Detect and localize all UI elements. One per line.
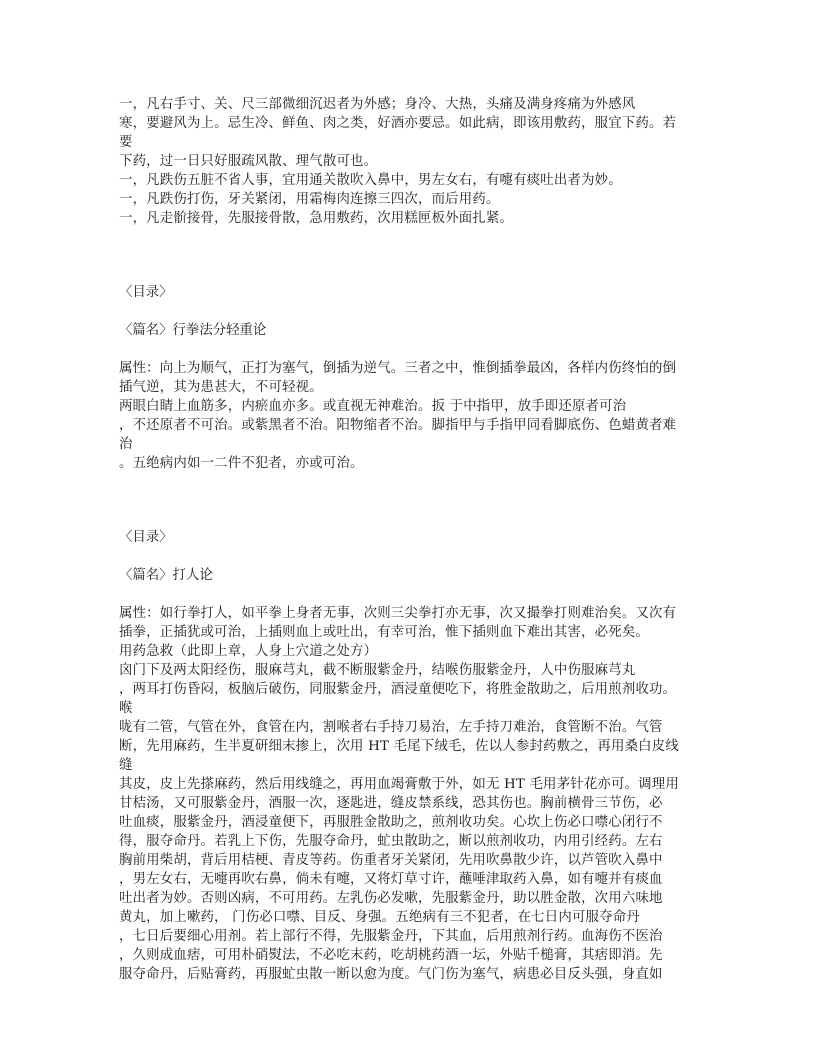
text-line: 缝 xyxy=(119,758,133,773)
text-line: 下药，过一日只好服疏风散、理气散可也。 xyxy=(119,154,378,169)
text-line: 用药急救（此即上章，人身上穴道之处方） xyxy=(119,644,378,659)
text-line: 囟门下及两太阳经伤，服麻芎丸，截不断服紫金丹，结喉伤服紫金丹，人中伤服麻芎丸 xyxy=(119,663,636,678)
text-line: 胸前用柴胡，背后用桔梗、青皮等药。伤重者牙关紧闭，先用吹鼻散少许，以芦管吹入鼻中 xyxy=(119,853,663,868)
section-external-injury-rules xyxy=(119,95,709,228)
text-line: 一，凡跌伤打伤，牙关紧闭，用霜梅肉连擦三四次，而后用药。 xyxy=(119,192,500,207)
text-line: ，男左女右，无嚏再吹右鼻，倘未有嚏，又将灯草寸许，蘸唾津取药入鼻，如有嚏并有痰血 xyxy=(119,872,663,887)
section-punch-methods xyxy=(119,283,709,473)
text-line: 治 xyxy=(119,437,133,452)
text-line: 吐血痰，服紫金丹，酒浸童便下，再服胜金散助之，煎剂收功矣。心坎上伤必口噤心闭行不 xyxy=(119,815,663,830)
text-line: 属性：如行拳打人，如平拳上身者无事，次则三尖拳打亦无事，次又撮拳打则难治矣。又次有 xyxy=(119,606,677,621)
text-line: 咙有二管，气管在外，食管在内，割喉者右手持刀易治，左手持刀难治，食管断不治。气管 xyxy=(119,720,663,735)
text-line: ，两耳打伤昏闷，板脑后破伤，同服紫金丹，酒浸童便吃下，将胜金散助之，后用煎剂收功。 xyxy=(119,682,677,697)
text-line: 两眼白睛上血筋多，内瘀血亦多。或直视无神难治。扳 于中指甲，放手即还原者可治 xyxy=(119,399,627,414)
text-line: 得，服夺命丹。若乳上下伤，先服夺命丹，虻虫散助之，断以煎剂收功，内用引经药。左右 xyxy=(119,834,663,849)
text-line: 一，凡走骱接骨，先服接骨散，急用敷药，次用糕匣板外面扎紧。 xyxy=(119,211,514,226)
text-line: ，不还原者不可治。或紫黑者不治。阳物缩者不治。脚指甲与手指甲同看脚底伤、色蜡黄者难 xyxy=(119,418,677,433)
text-line: 。五绝病内如一二件不犯者，亦或可治。 xyxy=(119,456,364,471)
document-page xyxy=(119,95,709,984)
text-line: 甘桔汤，又可服紫金丹，酒服一次，逐匙进，缝皮禁系线，恐其伤也。胸前横骨三节伤，必 xyxy=(119,796,663,811)
text-line: 喉 xyxy=(119,701,133,716)
text-line: 要 xyxy=(119,135,133,150)
text-line: 属性：向上为顺气，正打为塞气，倒插为逆气。三者之中，惟倒插拳最凶，各样内伤终怕的倒 xyxy=(119,361,677,376)
text-line: 一，凡跌伤五脏不省人事，宜用通关散吹入鼻中，男左女右，有嚏有痰吐出者为妙。 xyxy=(119,173,622,188)
text-line: 服夺命丹，后贴膏药，再服虻虫散一断以愈为度。气门伤为塞气，病患必目反头强，身直如 xyxy=(119,967,663,982)
text-line: 断，先用麻药，生半夏研细末掺上，次用 HT 毛尾下绒毛，佐以人参封药敷之，再用桑白皮线 xyxy=(119,739,679,754)
chapter-title: 〈篇名〉打人论 xyxy=(119,568,213,583)
text-line: 吐出者为妙。否则凶病，不可用药。左乳伤必发嗽，先服紫金丹，助以胜金散，次用六味地 xyxy=(119,891,663,906)
section-striking-theory xyxy=(119,528,709,984)
text-line: 寒，要避风为上。忌生冷、鲜鱼、肉之类，好酒亦要忌。如此病，即该用敷药，服宜下药。若 xyxy=(119,116,677,131)
text-line: 其皮，皮上先搽麻药，然后用线缝之，再用血竭膏敷于外，如无 HT 毛用茅针花亦可。调理用 xyxy=(119,777,679,792)
text-line: ，久则成血痞，可用朴硝熨法，不必吃末药，吃胡桃药酒一坛，外贴千槌膏，其痞即消。先 xyxy=(119,948,663,963)
toc-marker: 〈目录〉 xyxy=(119,285,173,300)
toc-marker: 〈目录〉 xyxy=(119,530,173,545)
text-line: 一，凡右手寸、关、尺三部微细沉迟者为外感；身冷、大热，头痛及满身疼痛为外感风 xyxy=(119,97,636,112)
text-line: 插拳，正插犹或可治，上插则血上或吐出，有幸可治，惟下插则血下难出其害，必死矣。 xyxy=(119,625,650,640)
text-line: 插气逆，其为患甚大，不可轻视。 xyxy=(119,380,323,395)
text-line: ，七日后要细心用剂。若上部行不得，先服紫金丹，下其血，后用煎剂行药。血海伤不医治 xyxy=(119,929,663,944)
chapter-title: 〈篇名〉行拳法分轻重论 xyxy=(119,323,267,338)
text-line: 黄丸，加上嗽药， 门伤必口噤、目反、身强。五绝病有三不犯者，在七日内可服夺命丹 xyxy=(119,910,640,925)
